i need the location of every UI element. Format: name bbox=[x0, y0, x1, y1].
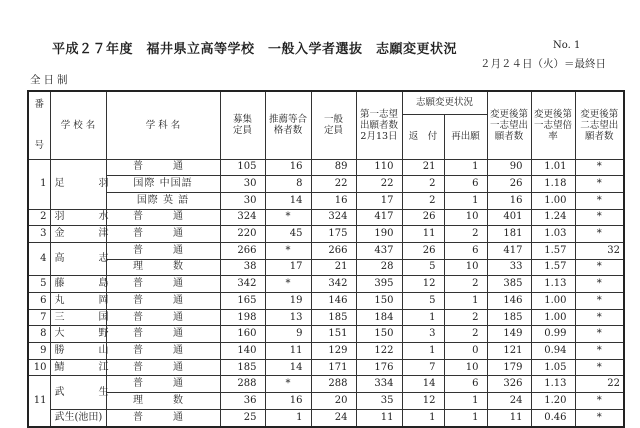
header-reapplied: 再出願 bbox=[444, 114, 487, 159]
cell-after-second: * bbox=[575, 176, 624, 193]
row-number: 2 bbox=[28, 209, 50, 226]
row-number: 5 bbox=[28, 276, 50, 293]
document-number: No. 1 bbox=[553, 40, 581, 51]
department-name: 普 通 bbox=[106, 293, 220, 310]
cell-after-second: * bbox=[575, 209, 624, 226]
section-label: 全日制 bbox=[30, 74, 71, 86]
cell-returned: 12 bbox=[402, 393, 444, 410]
cell-recommended: 45 bbox=[265, 226, 311, 243]
department-name: 普 通 bbox=[106, 276, 220, 293]
department-name: 国際 中国語 bbox=[106, 176, 220, 193]
cell-after-ratio: 1.00 bbox=[531, 293, 575, 310]
cell-capacity: 165 bbox=[220, 293, 265, 310]
cell-after-first: 179 bbox=[487, 359, 531, 376]
table-row bbox=[28, 343, 624, 360]
school-name: 丸 岡 bbox=[50, 293, 106, 310]
table-row bbox=[28, 242, 624, 259]
department-name: 普 通 bbox=[106, 326, 220, 343]
row-number: 9 bbox=[28, 343, 50, 360]
cell-general-capacity: 146 bbox=[311, 293, 356, 310]
cell-after-ratio: 1.05 bbox=[531, 359, 575, 376]
cell-after-second: * bbox=[575, 226, 624, 243]
cell-after-ratio: 1.20 bbox=[531, 393, 575, 410]
header-general-capacity: 一般定員 bbox=[311, 91, 356, 159]
cell-returned: 26 bbox=[402, 242, 444, 259]
cell-after-ratio: 1.13 bbox=[531, 276, 575, 293]
cell-recommended: 14 bbox=[265, 359, 311, 376]
header-change-status: 志願変更状況 bbox=[402, 91, 487, 114]
table-row bbox=[28, 409, 624, 426]
table-row bbox=[28, 359, 624, 376]
cell-reapplied: 2 bbox=[444, 309, 487, 326]
cell-capacity: 30 bbox=[220, 192, 265, 209]
cell-recommended: 9 bbox=[265, 326, 311, 343]
cell-recommended: 16 bbox=[265, 159, 311, 176]
table-row bbox=[28, 159, 624, 176]
cell-after-first: 326 bbox=[487, 376, 531, 393]
cell-returned: 5 bbox=[402, 259, 444, 276]
header-number bbox=[28, 91, 50, 159]
cell-after-first: 11 bbox=[487, 409, 531, 426]
cell-general-capacity: 342 bbox=[311, 276, 356, 293]
cell-first-choice: 190 bbox=[356, 226, 402, 243]
cell-after-second: 22 bbox=[575, 376, 624, 393]
cell-reapplied: 6 bbox=[444, 242, 487, 259]
cell-recommended: 17 bbox=[265, 259, 311, 276]
table-body bbox=[28, 159, 624, 427]
cell-capacity: 36 bbox=[220, 393, 265, 410]
cell-first-choice: 417 bbox=[356, 209, 402, 226]
cell-first-choice: 110 bbox=[356, 159, 402, 176]
cell-first-choice: 150 bbox=[356, 293, 402, 310]
table-row bbox=[28, 309, 624, 326]
row-number: 4 bbox=[28, 242, 50, 275]
cell-reapplied: 2 bbox=[444, 276, 487, 293]
department-name: 理 数 bbox=[106, 259, 220, 276]
department-name: 普 通 bbox=[106, 242, 220, 259]
department-name: 普 通 bbox=[106, 226, 220, 243]
row-number: 1 bbox=[28, 159, 50, 209]
document-title: 平成２７年度 福井県立高等学校 一般入学者選抜 志願変更状況 bbox=[52, 42, 458, 57]
cell-general-capacity: 288 bbox=[311, 376, 356, 393]
header-number-top: 番 bbox=[34, 99, 44, 111]
school-name: 三 国 bbox=[50, 309, 106, 326]
cell-general-capacity: 175 bbox=[311, 226, 356, 243]
cell-after-ratio: 1.18 bbox=[531, 176, 575, 193]
cell-reapplied: 1 bbox=[444, 159, 487, 176]
school-name: 勝 山 bbox=[50, 343, 106, 360]
cell-capacity: 160 bbox=[220, 326, 265, 343]
department-name: 普 通 bbox=[106, 409, 220, 426]
cell-after-second: * bbox=[575, 309, 624, 326]
cell-first-choice: 28 bbox=[356, 259, 402, 276]
cell-recommended: 8 bbox=[265, 176, 311, 193]
table-row bbox=[28, 192, 624, 209]
cell-returned: 3 bbox=[402, 326, 444, 343]
cell-after-second: * bbox=[575, 159, 624, 176]
cell-after-first: 146 bbox=[487, 293, 531, 310]
cell-capacity: 25 bbox=[220, 409, 265, 426]
cell-reapplied: 0 bbox=[444, 343, 487, 360]
document-date: ２月２４日（火）＝最終日 bbox=[480, 58, 606, 70]
school-name: 金 津 bbox=[50, 226, 106, 243]
cell-returned: 7 bbox=[402, 359, 444, 376]
header-after-ratio: 変更後第一志望倍 率 bbox=[531, 91, 575, 159]
cell-returned: 26 bbox=[402, 209, 444, 226]
cell-first-choice: 184 bbox=[356, 309, 402, 326]
header-department: 学 科 名 bbox=[106, 91, 220, 159]
cell-after-first: 16 bbox=[487, 192, 531, 209]
cell-reapplied: 6 bbox=[444, 176, 487, 193]
cell-recommended: 16 bbox=[265, 393, 311, 410]
cell-after-ratio: 0.99 bbox=[531, 326, 575, 343]
cell-first-choice: 11 bbox=[356, 409, 402, 426]
department-name: 理 数 bbox=[106, 393, 220, 410]
cell-returned: 5 bbox=[402, 293, 444, 310]
cell-recommended: * bbox=[265, 276, 311, 293]
cell-after-second: * bbox=[575, 259, 624, 276]
application-change-table bbox=[27, 90, 625, 428]
row-number: 6 bbox=[28, 293, 50, 310]
cell-general-capacity: 185 bbox=[311, 309, 356, 326]
cell-first-choice: 334 bbox=[356, 376, 402, 393]
cell-returned: 2 bbox=[402, 192, 444, 209]
cell-after-ratio: 1.03 bbox=[531, 226, 575, 243]
header-after-second: 変更後第二志望出願者数 bbox=[575, 91, 624, 159]
cell-general-capacity: 324 bbox=[311, 209, 356, 226]
cell-recommended: 14 bbox=[265, 192, 311, 209]
cell-recommended: 11 bbox=[265, 343, 311, 360]
cell-after-first: 33 bbox=[487, 259, 531, 276]
row-number: 7 bbox=[28, 309, 50, 326]
cell-after-ratio: 1.00 bbox=[531, 309, 575, 326]
cell-capacity: 266 bbox=[220, 242, 265, 259]
cell-general-capacity: 20 bbox=[311, 393, 356, 410]
cell-after-second: * bbox=[575, 192, 624, 209]
cell-after-ratio: 0.94 bbox=[531, 343, 575, 360]
cell-general-capacity: 16 bbox=[311, 192, 356, 209]
cell-returned: 1 bbox=[402, 309, 444, 326]
cell-general-capacity: 151 bbox=[311, 326, 356, 343]
cell-after-first: 149 bbox=[487, 326, 531, 343]
cell-returned: 11 bbox=[402, 226, 444, 243]
cell-recommended: 1 bbox=[265, 409, 311, 426]
cell-after-ratio: 1.57 bbox=[531, 242, 575, 259]
cell-capacity: 30 bbox=[220, 176, 265, 193]
cell-after-first: 26 bbox=[487, 176, 531, 193]
cell-first-choice: 35 bbox=[356, 393, 402, 410]
cell-after-first: 90 bbox=[487, 159, 531, 176]
cell-after-first: 181 bbox=[487, 226, 531, 243]
cell-after-second: 32 bbox=[575, 242, 624, 259]
cell-general-capacity: 266 bbox=[311, 242, 356, 259]
school-name: 武生(池田) bbox=[50, 409, 106, 426]
cell-after-second: * bbox=[575, 326, 624, 343]
cell-general-capacity: 89 bbox=[311, 159, 356, 176]
table-row bbox=[28, 376, 624, 393]
school-name: 高 志 bbox=[50, 242, 106, 275]
cell-returned: 2 bbox=[402, 176, 444, 193]
cell-returned: 1 bbox=[402, 343, 444, 360]
school-name: 足 羽 bbox=[50, 159, 106, 209]
cell-after-second: * bbox=[575, 409, 624, 426]
cell-first-choice: 150 bbox=[356, 326, 402, 343]
row-number: 8 bbox=[28, 326, 50, 343]
cell-capacity: 288 bbox=[220, 376, 265, 393]
department-name: 普 通 bbox=[106, 309, 220, 326]
cell-reapplied: 1 bbox=[444, 393, 487, 410]
cell-after-ratio: 0.46 bbox=[531, 409, 575, 426]
department-name: 普 通 bbox=[106, 376, 220, 393]
cell-after-second: * bbox=[575, 293, 624, 310]
header-school: 学 校 名 bbox=[50, 91, 106, 159]
cell-general-capacity: 171 bbox=[311, 359, 356, 376]
school-name: 藤 島 bbox=[50, 276, 106, 293]
cell-after-first: 417 bbox=[487, 242, 531, 259]
school-name: 大 野 bbox=[50, 326, 106, 343]
cell-first-choice: 17 bbox=[356, 192, 402, 209]
department-name: 普 通 bbox=[106, 209, 220, 226]
header-returned: 返 付 bbox=[402, 114, 444, 159]
header-first-choice: 第一志望出願者数2月13日 bbox=[356, 91, 402, 159]
header-number-bottom: 号 bbox=[34, 140, 44, 152]
row-number: 3 bbox=[28, 226, 50, 243]
cell-recommended: * bbox=[265, 209, 311, 226]
cell-after-ratio: 1.01 bbox=[531, 159, 575, 176]
department-name: 普 通 bbox=[106, 359, 220, 376]
cell-recommended: * bbox=[265, 376, 311, 393]
cell-capacity: 220 bbox=[220, 226, 265, 243]
cell-after-first: 385 bbox=[487, 276, 531, 293]
department-name: 普 通 bbox=[106, 159, 220, 176]
table-row bbox=[28, 209, 624, 226]
cell-after-ratio: 1.57 bbox=[531, 259, 575, 276]
cell-recommended: 19 bbox=[265, 293, 311, 310]
row-number: 10 bbox=[28, 359, 50, 376]
cell-first-choice: 395 bbox=[356, 276, 402, 293]
cell-after-second: * bbox=[575, 393, 624, 410]
cell-first-choice: 22 bbox=[356, 176, 402, 193]
cell-capacity: 185 bbox=[220, 359, 265, 376]
cell-after-first: 121 bbox=[487, 343, 531, 360]
cell-after-first: 401 bbox=[487, 209, 531, 226]
cell-reapplied: 1 bbox=[444, 409, 487, 426]
school-name: 武 生 bbox=[50, 376, 106, 409]
cell-reapplied: 1 bbox=[444, 192, 487, 209]
department-name: 普 通 bbox=[106, 343, 220, 360]
cell-capacity: 324 bbox=[220, 209, 265, 226]
cell-reapplied: 10 bbox=[444, 259, 487, 276]
cell-capacity: 38 bbox=[220, 259, 265, 276]
header-after-first: 変更後第一志望出願者数 bbox=[487, 91, 531, 159]
cell-general-capacity: 21 bbox=[311, 259, 356, 276]
table-row bbox=[28, 293, 624, 310]
cell-general-capacity: 129 bbox=[311, 343, 356, 360]
cell-returned: 12 bbox=[402, 276, 444, 293]
cell-after-first: 24 bbox=[487, 393, 531, 410]
header-recommended: 推薦等合格者数 bbox=[265, 91, 311, 159]
cell-after-second: * bbox=[575, 276, 624, 293]
cell-capacity: 198 bbox=[220, 309, 265, 326]
cell-after-ratio: 1.00 bbox=[531, 192, 575, 209]
cell-reapplied: 6 bbox=[444, 376, 487, 393]
department-name: 国際 英 語 bbox=[106, 192, 220, 209]
cell-returned: 14 bbox=[402, 376, 444, 393]
cell-reapplied: 10 bbox=[444, 209, 487, 226]
cell-capacity: 105 bbox=[220, 159, 265, 176]
school-name: 羽 水 bbox=[50, 209, 106, 226]
cell-after-ratio: 1.24 bbox=[531, 209, 575, 226]
table-row bbox=[28, 226, 624, 243]
cell-first-choice: 176 bbox=[356, 359, 402, 376]
cell-general-capacity: 22 bbox=[311, 176, 356, 193]
cell-capacity: 342 bbox=[220, 276, 265, 293]
school-name: 鯖 江 bbox=[50, 359, 106, 376]
cell-returned: 21 bbox=[402, 159, 444, 176]
cell-first-choice: 437 bbox=[356, 242, 402, 259]
cell-after-second: * bbox=[575, 359, 624, 376]
cell-after-ratio: 1.13 bbox=[531, 376, 575, 393]
cell-recommended: * bbox=[265, 242, 311, 259]
cell-general-capacity: 24 bbox=[311, 409, 356, 426]
cell-reapplied: 10 bbox=[444, 359, 487, 376]
cell-reapplied: 2 bbox=[444, 326, 487, 343]
cell-recommended: 13 bbox=[265, 309, 311, 326]
cell-reapplied: 1 bbox=[444, 293, 487, 310]
cell-reapplied: 2 bbox=[444, 226, 487, 243]
cell-after-first: 185 bbox=[487, 309, 531, 326]
cell-after-second: * bbox=[575, 343, 624, 360]
table-row bbox=[28, 326, 624, 343]
header-capacity: 募集定員 bbox=[220, 91, 265, 159]
table-row bbox=[28, 276, 624, 293]
row-number: 11 bbox=[28, 376, 50, 427]
cell-capacity: 140 bbox=[220, 343, 265, 360]
cell-returned: 1 bbox=[402, 409, 444, 426]
cell-first-choice: 122 bbox=[356, 343, 402, 360]
